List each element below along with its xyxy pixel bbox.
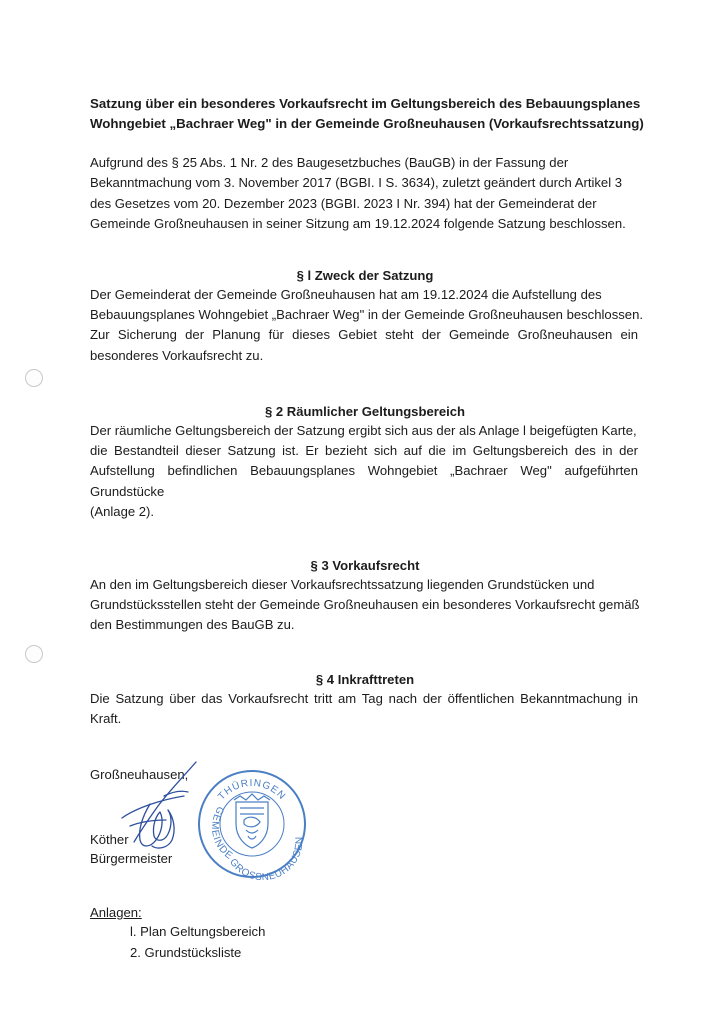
title-line-1: Satzung über ein besonderes Vorkaufsrecht im Geltungsbereich des Bebauungsplanes [90,96,641,111]
s2-line-4: Grundstücke [90,483,165,499]
title-line-2: Wohngebiet „Bachraer Weg" in der Gemeinde Großneuhausen (Vorkaufsrechtssatzung) [90,115,644,131]
coat-of-arms-icon [234,794,270,848]
handwritten-signature [110,756,200,856]
s3-line-3: den Bestimmungen des BauGB zu. [90,617,295,633]
punch-hole-bottom [25,645,43,663]
s2-line-3: Aufstellung befindlichen Bebauungsplanes Wohngebiet „Bachraer Weg" aufgeführten [90,463,638,479]
section-2-heading: § 2 Räumlicher Geltungsbereich [264,404,466,419]
s3-line-1: An den im Geltungsbereich dieser Vorkaufsrechtssatzung liegenden Grundstücken und [90,577,595,592]
anlagen-item: l. Plan Geltungsbereich [130,924,266,939]
intro-line-3: des Gesetzes vom 20. Dezember 2023 (BGBI. 2023 I Nr. 394) hat der Gemeinderat der [90,195,597,211]
section-3-heading: § 3 Vorkaufsrecht [310,558,420,573]
s1-line-1: Der Gemeinderat der Gemeinde Großneuhausen hat am 19.12.2024 die Aufstellung des [90,287,602,302]
s2-line-1: Der räumliche Geltungsbereich der Satzung ergibt sich aus der als Anlage l beigefügten Karte, [90,423,637,438]
section-3-body [90,575,638,636]
seal-text-bottom: GROSSNEUHAUSEN [227,836,306,880]
section-4-body [90,689,638,729]
s3-line-2: Grundstücksstellen steht der Gemeinde Großneuhausen ein besonderes Vorkaufsrecht gemäß [90,597,640,613]
section-1-body [90,285,643,366]
intro-line-2: Bekanntmachung vom 3. November 2017 (BGBI. I S. 3634), zuletzt geändert durch Artikel 3 [90,175,623,191]
anlagen-label: Anlagen: [90,905,142,920]
s1-line-2: Bebauungsplanes Wohngebiet „Bachraer Weg" in der Gemeinde Großneuhausen beschlossen. [90,307,643,323]
s2-line-2: die Bestandteil dieser Satzung ist. Er bezieht sich auf die im Geltungsbereich des in der [90,443,638,459]
s1-line-3: Zur Sicherung der Planung für dieses Gebiet steht der Gemeinde Großneuhausen ein [90,327,638,343]
section-1-heading: § l Zweck der Satzung [296,268,434,283]
seal-text-left: GEMEINDE [208,804,235,863]
s2-line-5: (Anlage 2). [90,503,155,519]
signatory-name: Köther [90,832,129,847]
intro-paragraph [90,153,650,234]
section-4-heading: § 4 Inkrafttreten [315,672,415,687]
signatory-role: Bürgermeister [90,851,173,866]
document-title [90,94,650,133]
section-2-body [90,421,638,522]
anlagen-item: 2. Grundstücksliste [130,945,242,960]
punch-hole-top [25,369,43,387]
intro-line-4: Gemeinde Großneuhausen in seiner Sitzung am 19.12.2024 folgende Satzung beschlossen. [90,215,626,231]
s4-line-2: Kraft. [90,711,122,727]
municipal-seal [196,768,308,880]
s4-line-1: Die Satzung über das Vorkaufsrecht tritt am Tag nach der öffentlichen Bekanntmachung in [90,691,638,706]
signature-place: Großneuhausen, [90,767,189,782]
seal-text-top: THÜRINGEN [216,777,288,803]
s1-line-4: besonderes Vorkaufsrecht zu. [90,347,264,363]
intro-line-1: Aufgrund des § 25 Abs. 1 Nr. 2 des Baugesetzbuches (BauGB) in der Fassung der [90,155,569,170]
